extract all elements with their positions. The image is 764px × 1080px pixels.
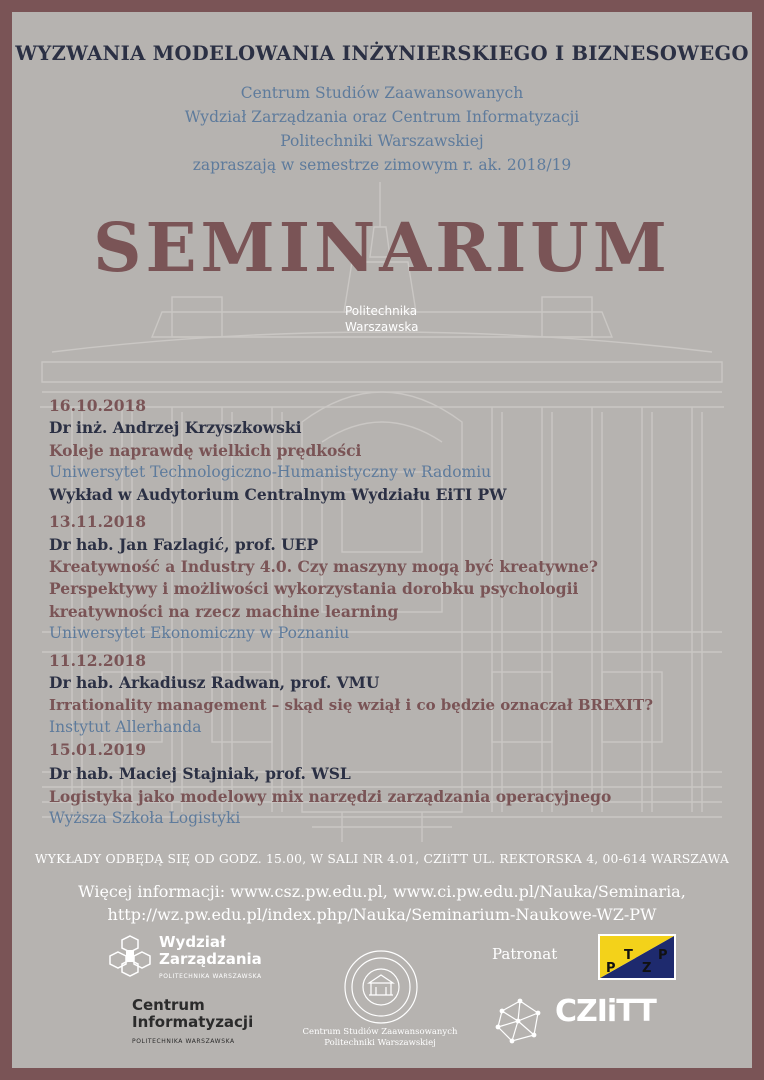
intro-line-1: Centrum Studiów Zaawansowanych [240, 84, 524, 102]
wz-logo-icon [106, 934, 154, 978]
network-icon [494, 997, 544, 1045]
patronat-label: Patronat [492, 945, 558, 963]
more-info-line-2: http://wz.pw.edu.pl/index.php/Nauka/Seminarium-Naukowe-WZ-PW [107, 905, 657, 924]
pw-logo-line-2: Warszawska [345, 320, 419, 334]
ci-logo-subtitle: POLITECHNIKA WARSZAWSKA [132, 1038, 235, 1045]
csz-logo-name-line-2: Politechniki Warszawskiej [324, 1038, 436, 1048]
ci-logo-name-line-1: Centrum [132, 996, 205, 1014]
seminar-2-speaker: Dr hab. Jan Fazlagić, prof. UEP [49, 535, 319, 554]
intro-line-2: Wydział Zarządzania oraz Centrum Informatyzacji [184, 108, 580, 126]
ptzp-letter-4: P [658, 948, 668, 963]
seminar-3-date: 11.12.2018 [49, 651, 147, 670]
venue-notice: WYKŁADY ODBĘDĄ SIĘ OD GODZ. 15.00, W SALI NR 4.01, CZIiTT UL. REKTORSKA 4, 00-614 WARSZAWA [34, 852, 730, 866]
ptzp-letter-1: P [606, 961, 616, 976]
seminar-2-topic-line-1: Kreatywność a Industry 4.0. Czy maszyny mogą być kreatywne? [49, 557, 598, 576]
wz-logo-name-line-2: Zarządzania [159, 950, 262, 968]
csz-seal-icon [343, 949, 419, 1025]
poster [12, 12, 752, 1068]
main-title: SEMINARIUM [93, 208, 671, 287]
seminar-4-institution: Wyższa Szkoła Logistyki [49, 809, 241, 827]
seminar-1-venue: Wykład w Audytorium Centralnym Wydziału EiTI PW [49, 485, 507, 504]
ptzp-logo [598, 934, 676, 980]
cziitt-logo-text: CZIiTT [555, 994, 656, 1029]
seminar-2-topic-line-2: Perspektywy i możliwości wykorzystania dorobku psychologii [49, 579, 579, 598]
ci-logo-name [132, 997, 253, 1031]
seminar-3-institution: Instytut Allerhanda [49, 718, 202, 736]
ptzp-letter-2: T [624, 948, 633, 963]
more-info-line-1: Więcej informacji: www.csz.pw.edu.pl, www.ci.pw.edu.pl/Nauka/Seminaria, [78, 882, 686, 901]
seminar-1-date: 16.10.2018 [49, 396, 147, 415]
intro-line-4: zapraszają w semestrze zimowym r. ak. 2018/19 [192, 156, 572, 174]
seminar-1-topic: Koleje naprawdę wielkich prędkości [49, 441, 362, 460]
series-title: WYZWANIA MODELOWANIA INŻYNIERSKIEGO I BIZNESOWEGO [15, 42, 749, 65]
wz-logo-name [159, 934, 262, 968]
seminar-2-date: 13.11.2018 [49, 512, 147, 531]
wz-logo-name-line-1: Wydział [159, 933, 226, 951]
seminar-3-speaker: Dr hab. Arkadiusz Radwan, prof. VMU [49, 673, 380, 692]
seminar-1-speaker: Dr inż. Andrzej Krzyszkowski [49, 418, 302, 437]
csz-logo-name [300, 1027, 460, 1049]
seminar-2-institution: Uniwersytet Ekonomiczny w Poznaniu [49, 624, 350, 642]
intro-line-3: Politechniki Warszawskiej [280, 132, 484, 150]
ci-logo-name-line-2: Informatyzacji [132, 1013, 254, 1031]
seminar-2-topic-line-3: kreatywności na rzecz machine learning [49, 602, 399, 621]
seminar-4-speaker: Dr hab. Maciej Stajniak, prof. WSL [49, 764, 351, 783]
wz-logo-subtitle: POLITECHNIKA WARSZAWSKA [159, 973, 262, 980]
seminar-4-topic: Logistyka jako modelowy mix narzędzi zarządzania operacyjnego [49, 787, 612, 806]
pw-logo-text [345, 303, 418, 335]
pw-logo-line-1: Politechnika [345, 304, 418, 318]
seminar-4-date: 15.01.2019 [49, 740, 147, 759]
ptzp-letter-3: Z [642, 961, 652, 976]
csz-logo-name-line-1: Centrum Studiów Zaawansowanych [302, 1027, 458, 1037]
seminar-3-topic: Irrationality management – skąd się wziął i co będzie oznaczał BREXIT? [49, 696, 653, 714]
seminar-1-institution: Uniwersytet Technologiczno-Humanistyczny w Radomiu [49, 463, 492, 481]
